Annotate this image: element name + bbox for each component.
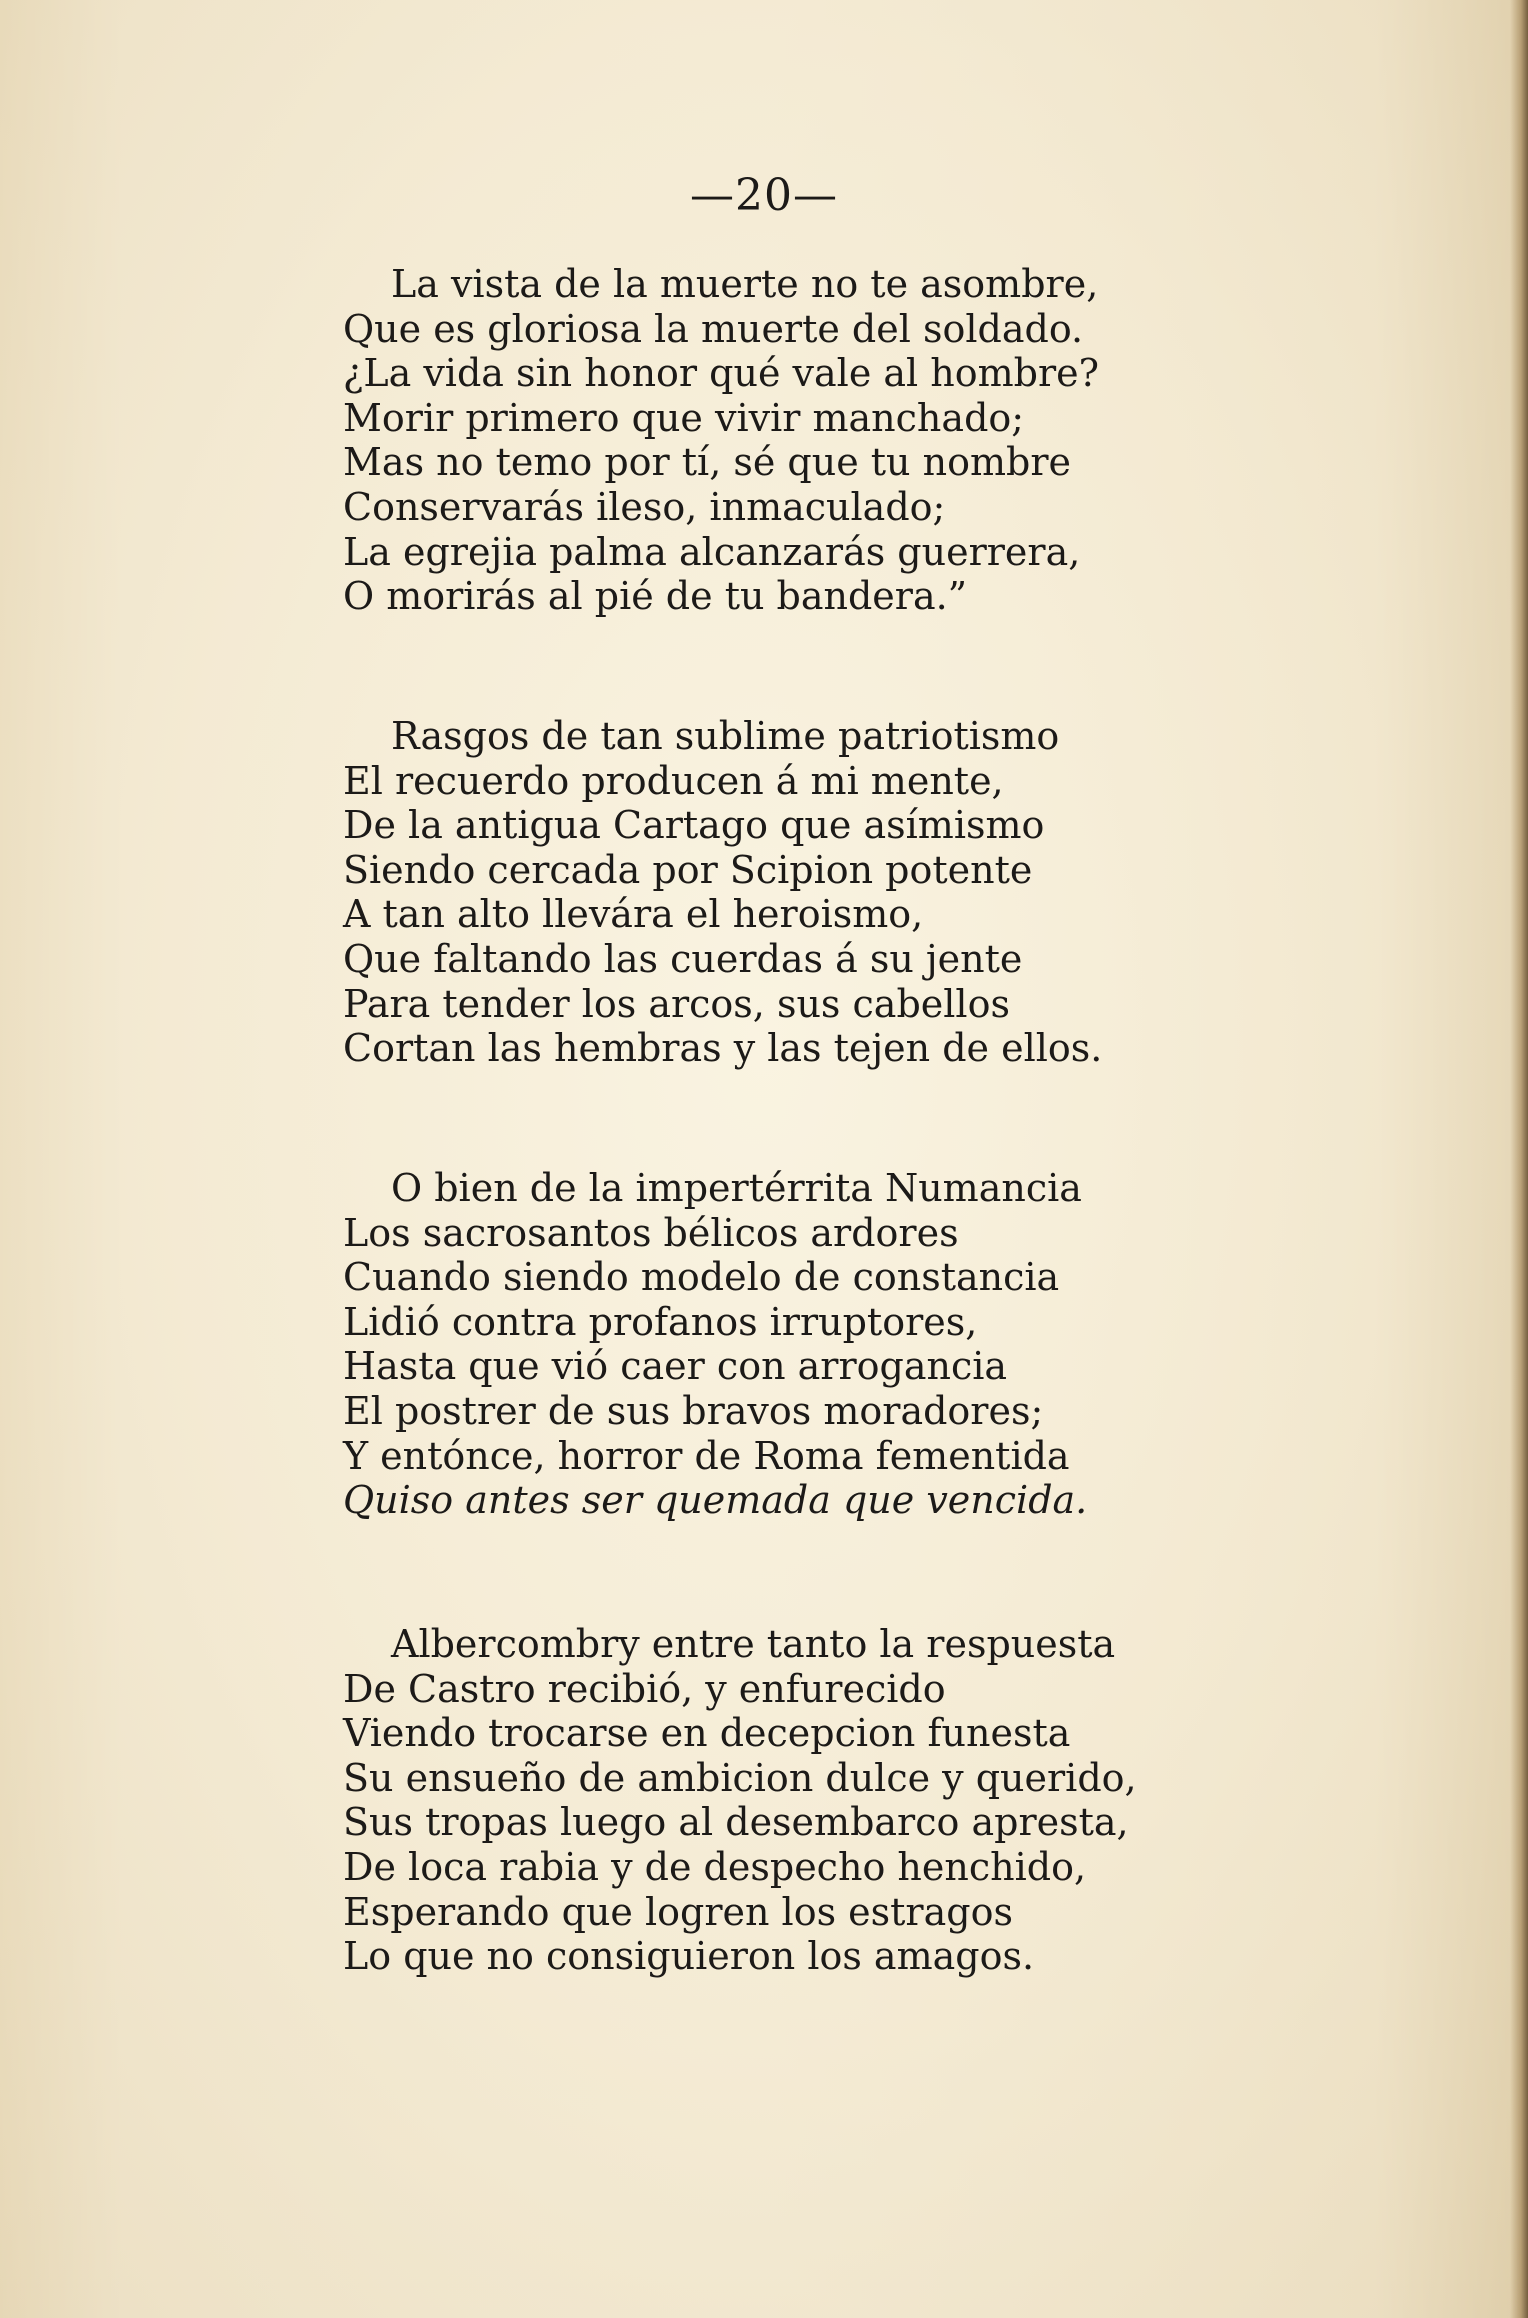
verse-line: Quiso antes ser quemada que vencida. <box>343 1478 1088 1523</box>
page-number: —20— <box>690 170 838 221</box>
verse-line: Mas no temo por tí, sé que tu nombre <box>343 440 1071 485</box>
verse-line: Que es gloriosa la muerte del soldado. <box>343 306 1084 351</box>
verse-line: La egrejia palma alcanzarás guerrera, <box>343 529 1081 574</box>
verse-line: La vista de la muerte no te asombre, <box>391 262 1099 306</box>
stanza-2 <box>343 714 1463 1071</box>
verse-line: Cuando siendo modelo de constancia <box>343 1255 1060 1300</box>
verse-line: De loca rabia y de despecho henchido, <box>343 1844 1087 1889</box>
verse-line: Lidió contra profanos irruptores, <box>343 1299 978 1344</box>
verse-line: O morirás al pié de tu bandera.” <box>343 574 968 619</box>
verse-line: Y entónce, horror de Roma fementida <box>343 1433 1070 1478</box>
verse-line: De la antigua Cartago que asímismo <box>343 803 1045 848</box>
verse-line: Viendo trocarse en decepcion funesta <box>343 1711 1071 1756</box>
verse-line: A tan alto llevára el heroismo, <box>343 892 924 937</box>
verse-line: Esperando que logren los estragos <box>343 1889 1013 1934</box>
verse-line: ¿La vida sin honor qué vale al hombre? <box>343 351 1100 396</box>
verse-line: Cortan las hembras y las tejen de ellos. <box>343 1026 1103 1071</box>
verse-line: El recuerdo producen á mi mente, <box>343 758 1004 803</box>
verse-line: Albercombry entre tanto la respuesta <box>391 1622 1116 1666</box>
verse-line: Siendo cercada por Scipion potente <box>343 847 1033 892</box>
verse-line: Hasta que vió caer con arrogancia <box>343 1344 1008 1389</box>
verse-line: De Castro recibió, y enfurecido <box>343 1666 946 1711</box>
verse-line: Para tender los arcos, sus cabellos <box>343 981 1010 1026</box>
verse-line: Que faltando las cuerdas á su jente <box>343 936 1023 981</box>
stanza-4 <box>343 1622 1463 1979</box>
verse-line: El postrer de sus bravos moradores; <box>343 1388 1044 1433</box>
verse-line: Rasgos de tan sublime patriotismo <box>391 714 1060 758</box>
verse-line: O bien de la impertérrita Numancia <box>391 1166 1082 1210</box>
stanza-1 <box>343 262 1463 619</box>
verse-line: Sus tropas luego al desembarco apresta, <box>343 1800 1129 1845</box>
verse-line: Morir primero que vivir manchado; <box>343 395 1025 440</box>
stanza-3 <box>343 1166 1463 1523</box>
verse-line: Su ensueño de ambicion dulce y querido, <box>343 1755 1137 1800</box>
verse-line: Los sacrosantos bélicos ardores <box>343 1210 959 1255</box>
verse-line: Lo que no consiguieron los amagos. <box>343 1934 1035 1979</box>
page-edge-shadow <box>1510 0 1528 2318</box>
verse-line: Conservarás ileso, inmaculado; <box>343 484 946 529</box>
